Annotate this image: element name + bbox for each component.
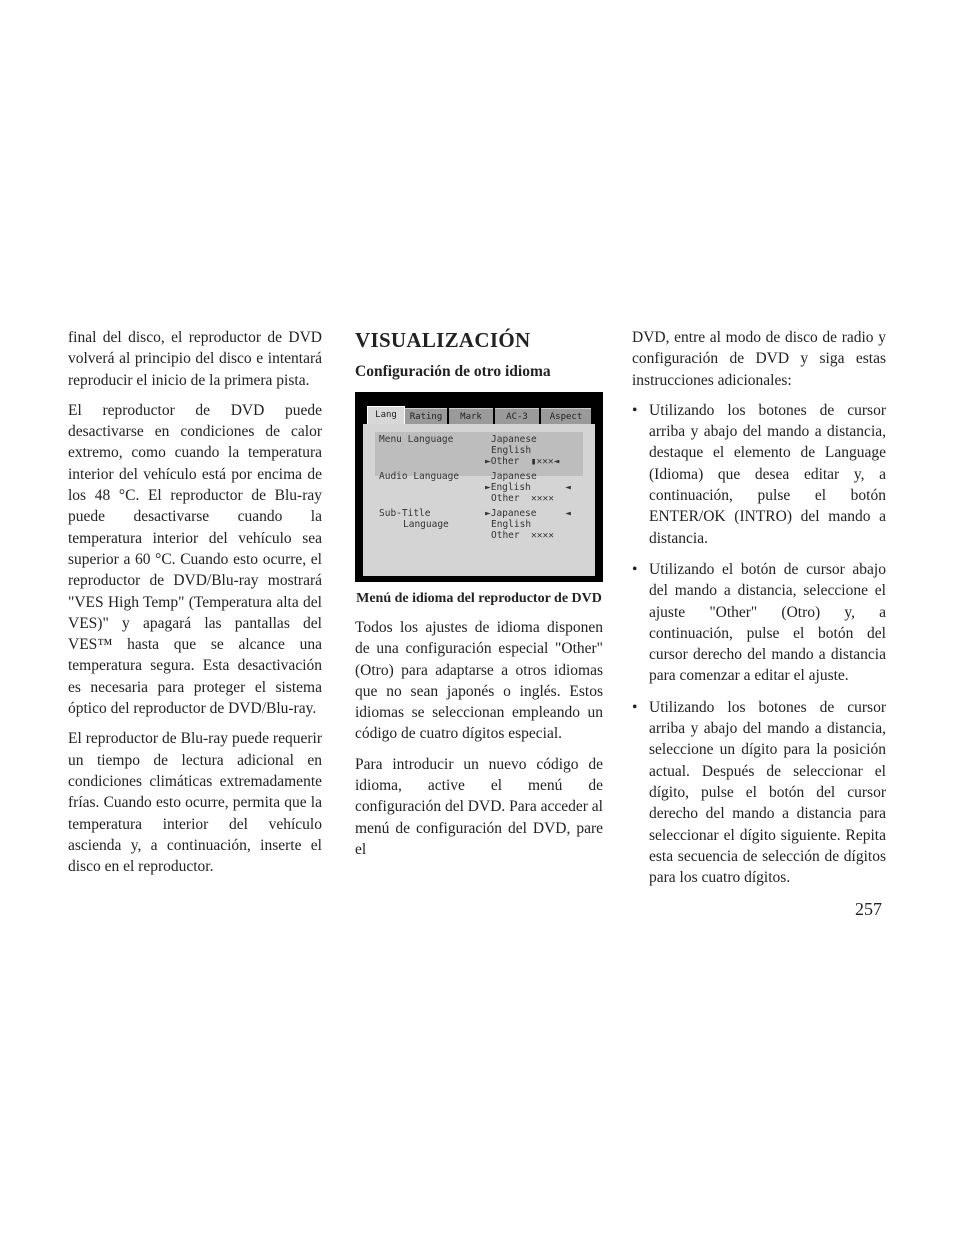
tab-ac3: AC-3 — [495, 408, 539, 425]
menu-option: Japanese — [491, 434, 537, 445]
section-heading: VISUALIZACIÓN — [355, 328, 531, 352]
list-item-text: Utilizando los botones de cursor arriba y abajo del mando a distancia, destaque el elemento de Language (Idioma) que desea editar y, a continuación, pulse el botón ENTER/OK (INTRO) del mando a distancia. — [649, 401, 886, 547]
paragraph: Todos los ajustes de idioma disponen de una configuración especial "Other" (Otro) para adaptarse a otros idiomas que no sean japonés o inglés. Estos idiomas se seleccionan empleando un código de cuatro dígitos especial. — [355, 619, 603, 743]
list-item-text: Utilizando el botón de cursor abajo del mando a distancia, seleccione el ajuste "Other" (Otro) y, a continuación, pulse el botón del cursor derecho del mando a distancia para comenzar a editar el ajuste. — [649, 560, 886, 685]
menu-language-label: Menu Language — [379, 434, 454, 445]
bullet-icon: • — [632, 560, 638, 578]
tab-lang: Lang — [367, 406, 405, 426]
paragraph: DVD, entre al modo de disco de radio y configuración de DVD y siga estas instrucciones adicionales: — [632, 329, 886, 389]
subtitle-option: Other ✕✕✕✕ — [491, 530, 554, 541]
text-column-3 — [632, 327, 886, 898]
subtitle-label: Language — [403, 519, 449, 530]
tab-aspect: Aspect — [541, 408, 591, 425]
paragraph: El reproductor de DVD puede desactivarse en condiciones de calor extremo, como cuando la temperatura interior del vehículo está por encima de los 48 °C. El reproductor de Blu-ray puede desactivarse cuando la temperatura interior del vehículo sea superior a 60 °C. Cuando esto ocurre, el reproductor de DVD/Blu-ray mostrará "VES High Temp" (Temperatura alta del VES)" y apagará las pantallas del VES™ hasta que se alcance una temperatura segura. Esta desactivación es necesaria para proteger el sistema óptico del reproductor de DVD/Blu-ray. — [68, 401, 322, 718]
subtitle-label: Sub-Title — [379, 508, 431, 519]
subsection-heading: Configuración de otro idioma — [355, 363, 551, 380]
bullet-icon: • — [632, 401, 638, 419]
audio-language-label: Audio Language — [379, 471, 460, 482]
audio-option: Other ✕✕✕✕ — [491, 493, 554, 504]
paragraph: El reproductor de Blu-ray puede requerir un tiempo de lectura adicional en condiciones climáticas extremadamente frías. Cuando esto ocurre, permita que la temperatura interior del vehículo ascienda y, a continuación, inserte el disco en el reproductor. — [68, 730, 322, 876]
subtitle-option: English — [491, 519, 532, 530]
subtitle-option: ►Japanese ◄ — [485, 508, 571, 519]
audio-option: ►English ◄ — [485, 482, 571, 493]
paragraph: Para introducir un nuevo código de idioma, active el menú de configuración del DVD. Para acceder al menú de configuración del DVD, pare el — [355, 755, 603, 858]
list-item-text: Utilizando los botones de cursor arriba y abajo del mando a distancia, seleccione un dígito para la posición actual. Después de seleccionar el dígito, pulse el botón del cursor derecho del mando a distancia para seleccionar el dígito siguiente. Repita esta secuencia de selección de dígitos para los cuatro dígitos. — [649, 698, 886, 887]
bullet-icon: • — [632, 698, 638, 716]
list-item — [632, 697, 886, 889]
page-number: 257 — [855, 899, 882, 919]
figure-caption: Menú de idioma del reproductor de DVD — [356, 591, 602, 606]
dvd-language-menu-screenshot — [355, 392, 603, 582]
audio-option: Japanese — [491, 471, 537, 482]
tab-rating: Rating — [405, 408, 447, 425]
list-item — [632, 559, 886, 687]
instruction-list — [632, 400, 886, 889]
menu-panel — [363, 424, 595, 576]
text-column-1 — [68, 327, 322, 886]
menu-option: ►Other ▮✕✕✕◄ — [485, 456, 560, 467]
menu-tab-bar — [363, 406, 595, 424]
menu-option: English — [491, 445, 532, 456]
tab-mark: Mark — [449, 408, 493, 425]
text-column-2 — [355, 327, 603, 869]
paragraph: final del disco, el reproductor de DVD volverá al principio del disco e intentará reproducir el inicio de la primera pista. — [68, 329, 322, 389]
list-item — [632, 400, 886, 549]
